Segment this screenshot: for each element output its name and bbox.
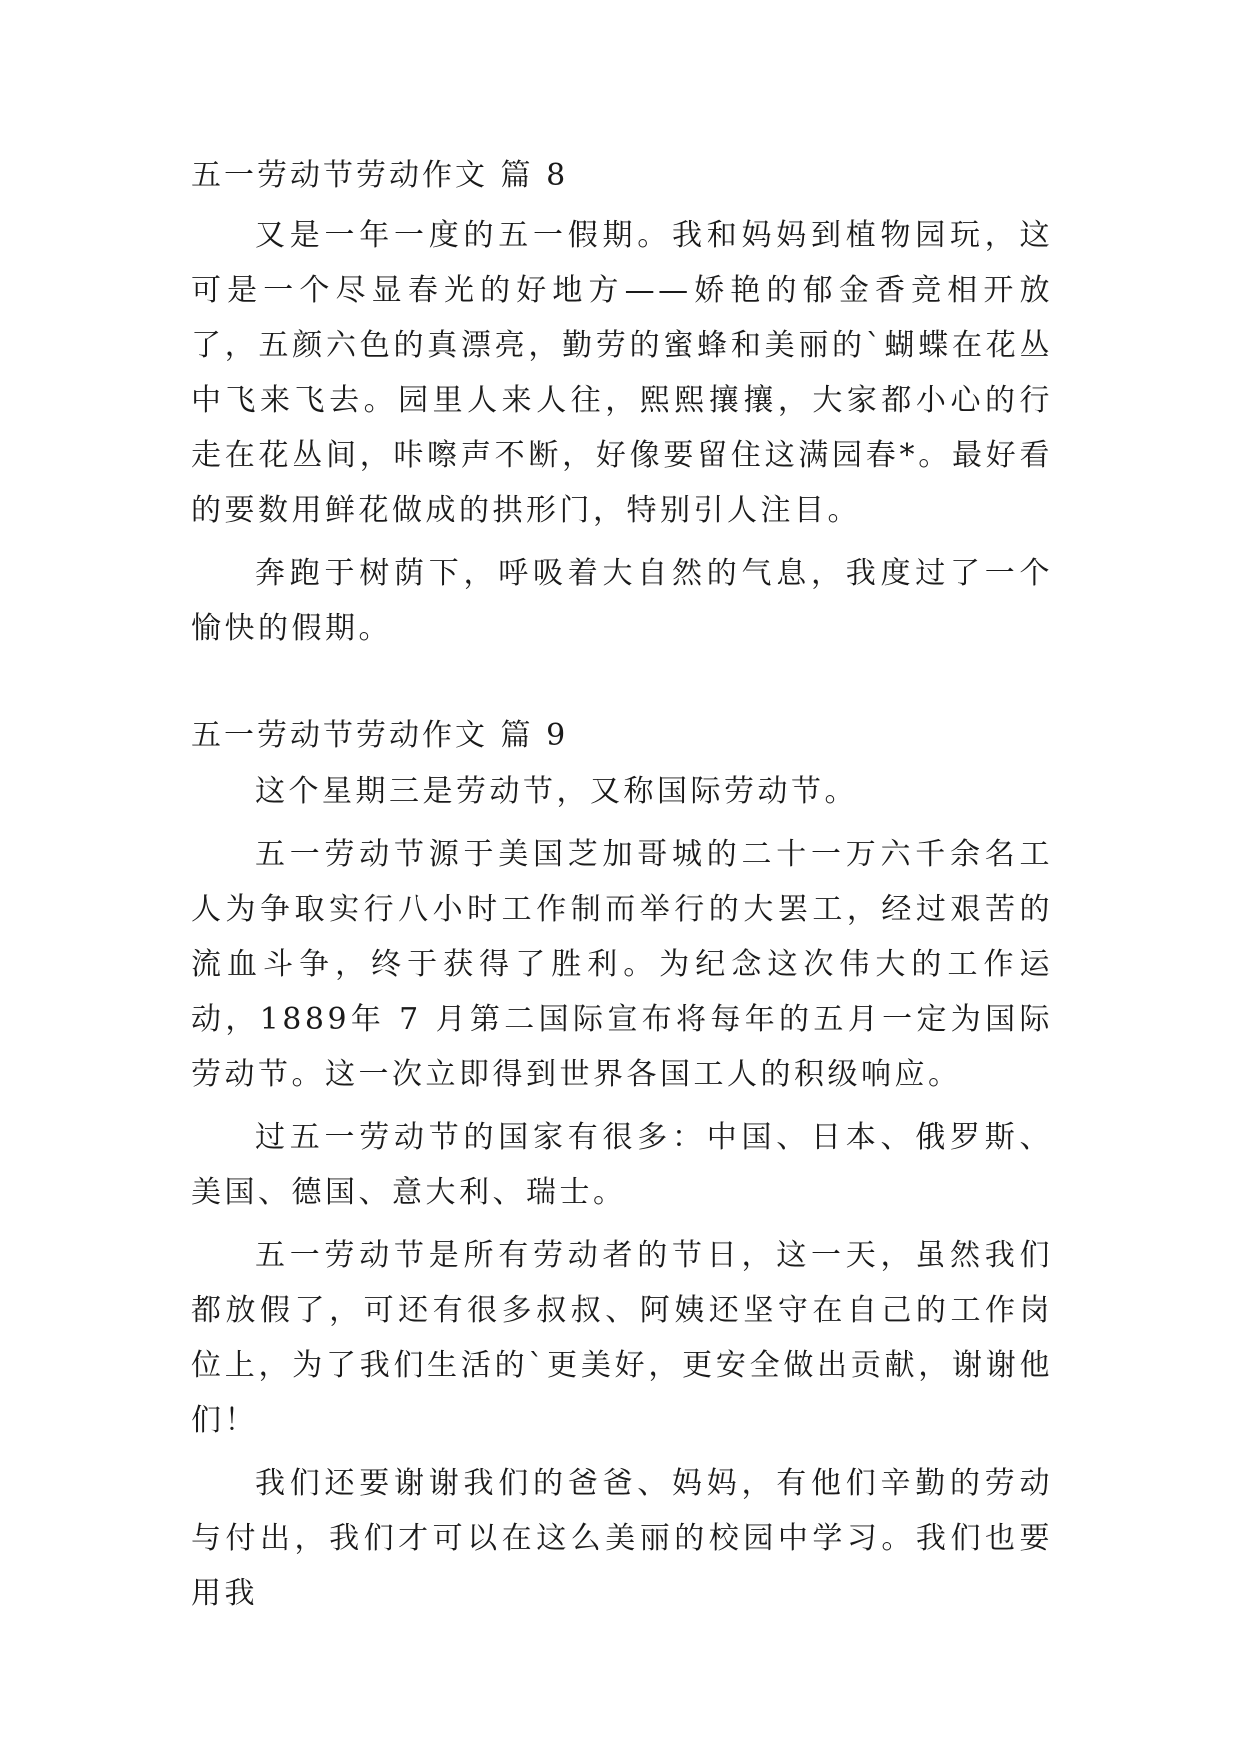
essay-section-8 [191,158,1053,656]
paragraph: 这个星期三是劳动节，又称国际劳动节。 [255,774,858,809]
paragraph: 五一劳动节是所有劳动者的节日，这一天，虽然我们都放假了，可还有很多叔叔、阿姨还坚守在自己的工作岗位上，为了我们生活的`更美好，更安全做出贡献，谢谢他们！ [191,1238,1053,1438]
paragraph: 又是一年一度的五一假期。我和妈妈到植物园玩，这可是一个尽显春光的好地方——娇艳的郁金香竞相开放了，五颜六色的真漂亮，勤劳的蜜蜂和美丽的`蝴蝶在花丛中飞来飞去。园里人来人往，熙熙攘攘，大家都小心的行走在花丛间，咔嚓声不断，好像要留住这满园春*。最好看的要数用鲜花做成的拱形门，特别引人注目。 [191,218,1053,528]
paragraph: 五一劳动节源于美国芝加哥城的二十一万六千余名工人为争取实行八小时工作制而举行的大罢工，经过艰苦的流血斗争，终于获得了胜利。为纪念这次伟大的工作运动，1889年 7 月第二国际宣布将每年的五月一定为国际劳动节。这一次立即得到世界各国工人的积级响应。 [191,837,1053,1092]
section-heading: 五一劳动节劳动作文 篇 9 [191,718,569,753]
essay-section-9 [191,718,1053,1621]
section-heading: 五一劳动节劳动作文 篇 8 [191,158,569,193]
paragraph: 我们还要谢谢我们的爸爸、妈妈，有他们辛勤的劳动与付出，我们才可以在这么美丽的校园中学习。我们也要用我 [191,1466,1053,1611]
paragraph: 过五一劳动节的国家有很多：中国、日本、俄罗斯、美国、德国、意大利、瑞士。 [191,1120,1053,1210]
paragraph: 奔跑于树荫下，呼吸着大自然的气息，我度过了一个愉快的假期。 [191,556,1053,646]
essay-content [191,158,1053,1629]
